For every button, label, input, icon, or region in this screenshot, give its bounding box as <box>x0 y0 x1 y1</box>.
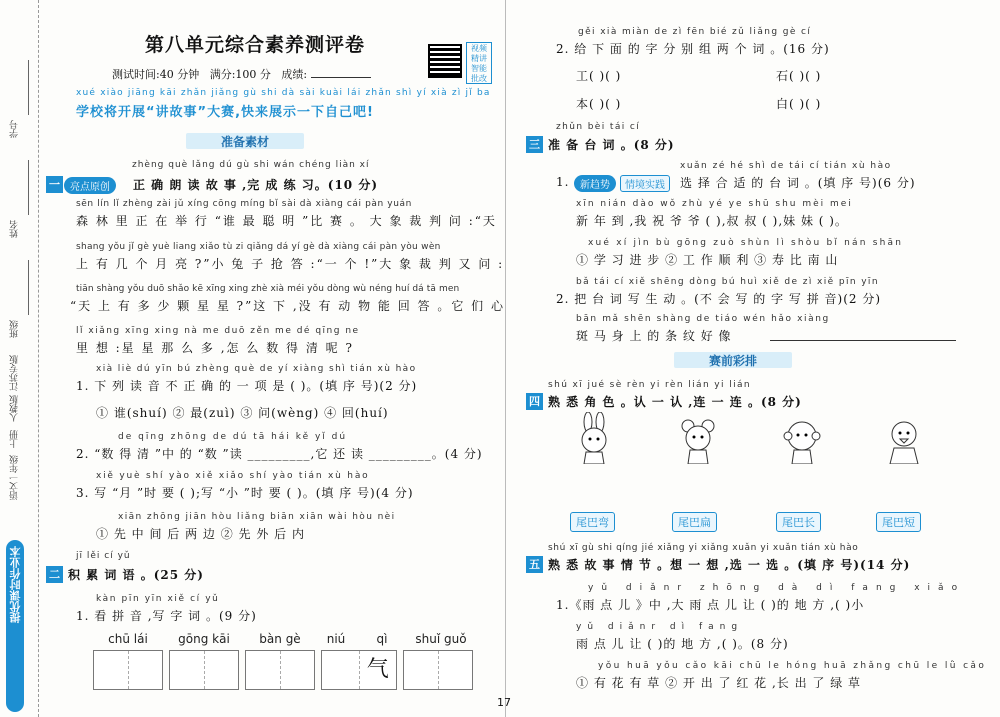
grade-label: 语文一年级 <box>10 455 20 500</box>
r-q2-row1b[interactable]: 石( )( ) <box>776 69 822 83</box>
tail-tag-curved[interactable]: 尾巴弯 <box>570 512 615 532</box>
s3q2-pinyin: bǎ tái cí xiě shēng dòng bú huì xiě de zì xiě pīn yīn <box>576 277 879 287</box>
story-line-3: “天 上 有 多 少 颗 星 星 ?”这 下 ,没 有 动 物 能 回 答 。它 们 心 <box>70 299 505 313</box>
section-number-3: 三 <box>526 136 543 153</box>
tail-tag-long[interactable]: 尾巴长 <box>776 512 821 532</box>
s3q1-line[interactable]: 新 年 到 ,我 祝 爷 爷 ( ),叔 叔 ( ),妹 妹 ( )。 <box>576 214 848 228</box>
volume-label: 上册 <box>10 430 20 448</box>
banner-pinyin: xué xiào jiāng kāi zhǎn jiǎng gù shi dà sài kuài lái zhǎn shì yí xià zì jǐ ba <box>76 88 491 98</box>
duck-character-icon[interactable] <box>884 412 924 464</box>
q2-pinyin: de qīng zhōng de dú tā hái kě yǐ dú <box>118 432 348 442</box>
section-bar-rehearsal: 赛前彩排 <box>674 352 792 368</box>
s3-title: 准 备 台 词 。(8 分) <box>548 138 675 152</box>
publisher-label: 人教版 <box>10 395 20 422</box>
page-title: 第八单元综合素养测评卷 <box>145 34 366 56</box>
writing-cell[interactable] <box>403 650 473 690</box>
grid-pinyin-4: niú <box>326 632 346 646</box>
s5q1b-text[interactable]: 雨 点 儿 让 ( )的 地 方 ,( )。(8 分) <box>576 637 789 651</box>
qr-label: 视频精讲智能批改 <box>466 42 492 84</box>
q1-text: 1. 下 列 读 音 不 正 确 的 一 项 是 ( )。(填 序 号)(2 分) <box>76 379 418 393</box>
grid-pinyin-6: shuǐ guǒ <box>415 632 467 646</box>
s3q1-options-pinyin: xué xí jìn bù gōng zuò shùn lì shòu bǐ nán shān <box>588 238 904 248</box>
writing-grid <box>93 650 473 690</box>
new-trend-badge: 新趋势 <box>574 175 616 192</box>
cut-line <box>38 0 39 717</box>
grid-pinyin-1: chū lái <box>108 632 148 646</box>
page-number: 17 <box>497 696 511 709</box>
s5-pinyin: shú xī gù shi qíng jié xiǎng yi xiǎng xuǎn yi xuǎn tián xù hào <box>548 543 859 553</box>
s2q1-pinyin: kàn pīn yīn xiě cí yǔ <box>96 594 220 604</box>
q3-options-pinyin: xiān zhōng jiān hòu liǎng biān xiān wài hòu nèi <box>118 512 396 522</box>
r-q2-pinyin: gěi xià miàn de zì fēn bié zǔ liǎng gè cí <box>578 27 812 37</box>
scenario-badge: 情境实践 <box>620 175 670 192</box>
s5q1-text[interactable]: 1.《雨 点 儿 》中 ,大 雨 点 儿 让 ( )的 地 方 ,( )小 <box>556 598 865 612</box>
s2-pinyin: jī lěi cí yǔ <box>76 551 131 561</box>
class-line[interactable] <box>28 260 29 315</box>
writing-cell[interactable] <box>245 650 315 690</box>
q2-text[interactable]: 2. “数 得 清 ”中 的 “数 ”读 _________,它 还 读 _________。(4 分) <box>76 447 483 461</box>
story-line-4: 里 想 :星 星 那 么 多 ,怎 么 数 得 清 呢 ? <box>76 341 354 355</box>
section-number-5: 五 <box>526 556 543 573</box>
s3q2-text: 2. 把 台 词 写 生 动 。(不 会 写 的 字 写 拼 音)(2 分) <box>556 292 882 306</box>
s4-title: 熟 悉 角 色 。认 一 认 ,连 一 连 。(8 分) <box>548 395 802 409</box>
s3q1-pinyin: xuǎn zé hé shì de tái cí tián xù hào <box>680 161 892 171</box>
writing-cell[interactable] <box>169 650 239 690</box>
q1-pinyin: xià liè dú yīn bú zhèng què de yí xiàng shì tián xù hào <box>96 364 417 374</box>
student-id-label: 学号 <box>10 120 20 138</box>
section-bar-prepare: 准备素材 <box>186 133 304 149</box>
s3q1-line-pinyin: xīn nián dào wǒ zhù yé ye shū shu mèi mei <box>576 199 853 209</box>
section-number-2: 二 <box>46 566 63 583</box>
s5q1-options[interactable]: ① 有 花 有 草 ② 开 出 了 红 花 ,长 出 了 绿 草 <box>576 676 862 690</box>
s1-pinyin: zhèng què lǎng dú gù shi wán chéng liàn xí <box>132 160 370 170</box>
story-line-1: 森 林 里 正 在 举 行 “谁 最 聪 明 ”比 赛 。 大 象 裁 判 问 :“天 <box>76 214 497 228</box>
monkey-character-icon[interactable] <box>782 412 822 464</box>
q1-options[interactable]: ① 谁(shuí) ② 最(zuì) ③ 问(wèng) ④ 回(huí) <box>96 406 389 420</box>
section-number-4: 四 <box>526 393 543 410</box>
mouse-character-icon[interactable] <box>678 412 718 464</box>
tail-tag-flat[interactable]: 尾巴扁 <box>672 512 717 532</box>
r-q2-text: 2. 给 下 面 的 字 分 别 组 两 个 词 。(16 分) <box>556 42 830 56</box>
s2-title: 积 累 词 语 。(25 分) <box>68 568 204 582</box>
brand-label: 提优课时作业本 <box>9 546 22 623</box>
name-label: 姓名 <box>10 220 20 238</box>
grid-pinyin-3: bàn gè <box>259 632 301 646</box>
grid-pinyin-2: gōng kāi <box>178 632 230 646</box>
r-q2-row1[interactable]: 工( )( ) <box>576 69 622 83</box>
s1-title: 正 确 朗 读 故 事 ,完 成 练 习。(10 分) <box>133 178 379 192</box>
original-badge: 亮点原创 <box>64 177 116 194</box>
qr-code-icon[interactable] <box>428 44 462 78</box>
page-divider <box>505 0 506 717</box>
s3q2-line-pinyin: bān mǎ shēn shàng de tiáo wén hǎo xiàng <box>576 314 830 324</box>
p4-pinyin: lǐ xiǎng xīng xing nà me duō zěn me dé qīng ne <box>76 326 360 336</box>
result-label: 成绩: <box>281 68 308 81</box>
q3-options[interactable]: ① 先 中 间 后 两 边 ② 先 外 后 内 <box>96 527 305 541</box>
s2q1-text: 1. 看 拼 音 ,写 字 词 。(9 分) <box>76 609 257 623</box>
s4-pinyin: shú xī jué sè rèn yi rèn lián yi lián <box>548 380 752 390</box>
result-input[interactable] <box>311 77 371 78</box>
q3-text[interactable]: 3. 写 “月 ”时 要 ( );写 “小 ”时 要 ( )。(填 序 号)(4 分) <box>76 486 414 500</box>
s5q1-pinyin: yǔ diǎnr zhōng dà dì fang xiǎo <box>588 583 966 593</box>
score-label: 满分:100 分 <box>209 68 271 81</box>
tail-tag-short[interactable]: 尾巴短 <box>876 512 921 532</box>
grid-pinyin-5: qì <box>376 632 388 646</box>
writing-cell[interactable] <box>93 650 163 690</box>
s3q1-options[interactable]: ① 学 习 进 步 ② 工 作 顺 利 ③ 寿 比 南 山 <box>576 253 839 267</box>
s5-title: 熟 悉 故 事 情 节 。想 一 想 ,选 一 选 。(填 序 号)(14 分) <box>548 558 911 572</box>
class-label: 班级 <box>10 320 20 338</box>
rabbit-character-icon[interactable] <box>574 412 614 464</box>
edition-label: 江苏专版 <box>10 355 20 391</box>
s3q2-answer-line[interactable] <box>770 340 956 341</box>
s3q2-line: 斑 马 身 上 的 条 纹 好 像 <box>576 329 732 343</box>
r-q2-row2b[interactable]: 白( )( ) <box>776 97 822 111</box>
exam-meta <box>112 66 371 82</box>
section-number-1: 一 <box>46 176 63 193</box>
q3-pinyin: xiě yuè shí yào xiě xiǎo shí yào tián xù hào <box>96 471 370 481</box>
p3-pinyin: tiān shàng yǒu duō shǎo kē xīng xing zhè xià méi yǒu dòng wù néng huí dá tā men <box>76 284 460 294</box>
r-q2-row2[interactable]: 本( )( ) <box>576 97 622 111</box>
s5q1-options-pinyin: yǒu huā yǒu cǎo kāi chū le hóng huā zhǎng chū le lǜ cǎo <box>598 661 987 671</box>
prefilled-char: 气 <box>360 651 397 689</box>
student-id-line[interactable] <box>28 60 29 115</box>
s3q1-text: 选 择 合 适 的 台 词 。(填 序 号)(6 分) <box>680 176 916 190</box>
s3q1-number: 1. <box>556 175 570 189</box>
banner-text: 学校将开展“讲故事”大赛,快来展示一下自己吧! <box>76 105 374 120</box>
p1-pinyin: sēn lín lǐ zhèng zài jǔ xíng cōng míng bǐ sài dà xiàng cái pàn yuán <box>76 199 412 209</box>
story-line-2: 上 有 几 个 月 亮 ?”小 兔 子 抢 答 :“一 个 !”大 象 裁 判 又 问 : <box>76 257 505 271</box>
name-line[interactable] <box>28 160 29 215</box>
brand-strip <box>6 540 24 712</box>
time-label: 测试时间:40 分钟 <box>112 68 200 81</box>
p2-pinyin: shang yǒu jǐ gè yuè liang xiǎo tù zi qiǎng dá yí gè dà xiàng cái pàn yòu wèn <box>76 242 441 252</box>
writing-cell[interactable] <box>321 650 397 690</box>
s5q1b-pinyin: yǔ diǎnr dì fang <box>576 622 744 632</box>
s3-pinyin: zhǔn bèi tái cí <box>556 122 641 132</box>
